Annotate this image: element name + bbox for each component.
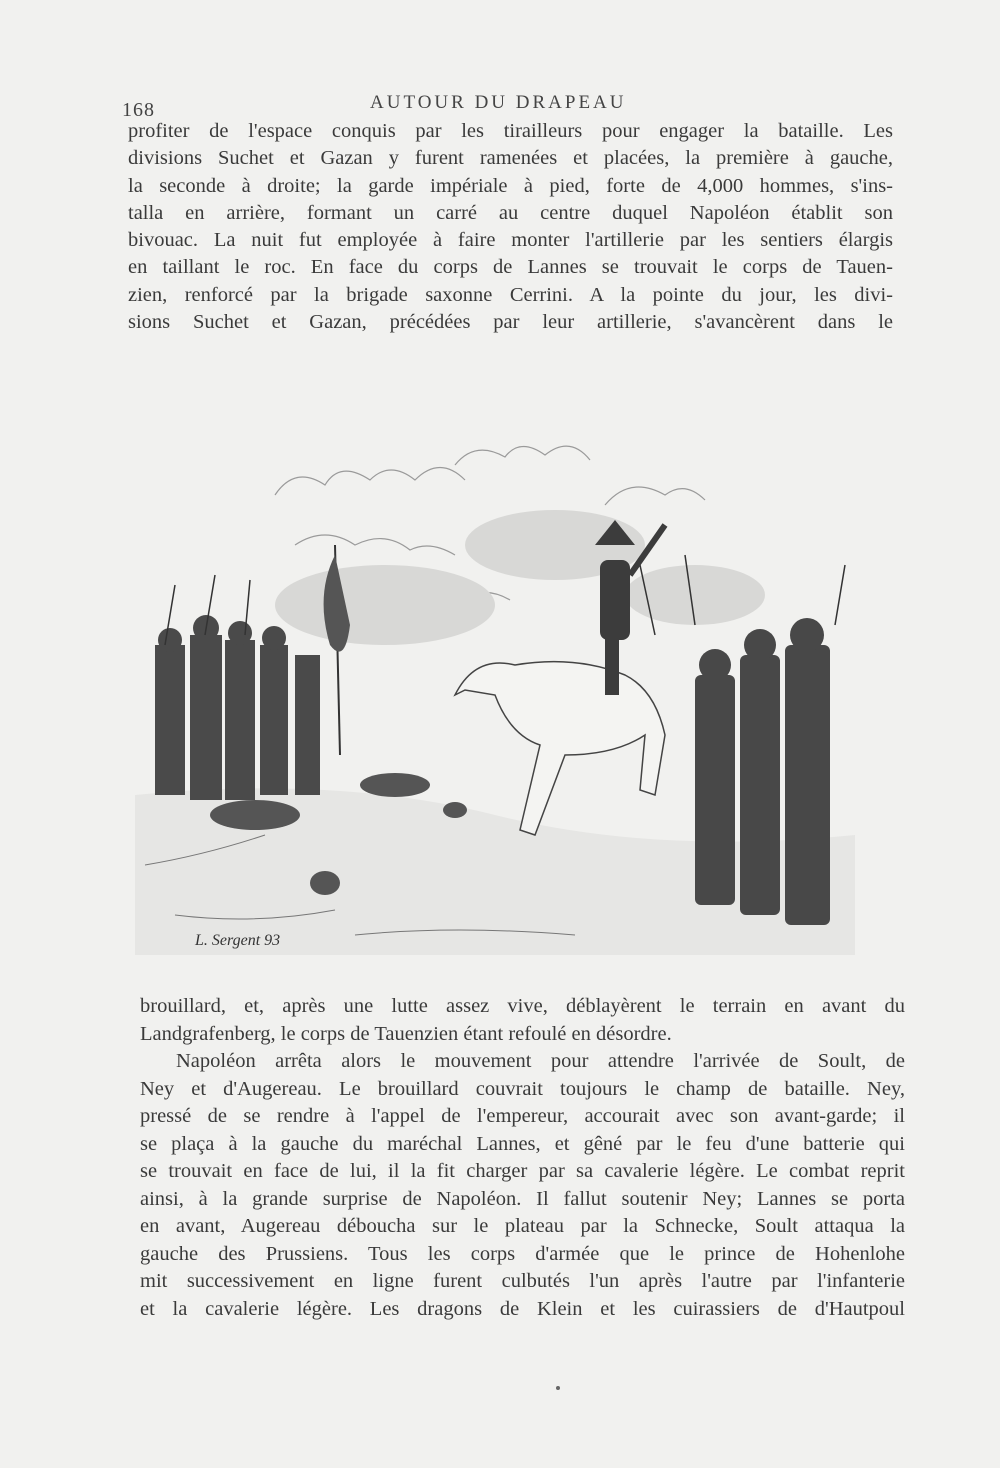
text-line: profiter de l'espace conquis par les tirailleurs pour engager la bataille. Les <box>128 120 893 142</box>
bottom-text <box>140 993 905 1323</box>
text-line: talla en arrière, formant un carré au centre duquel Napoléon établit son <box>128 201 893 224</box>
running-title: AUTOUR DU DRAPEAU <box>370 92 627 113</box>
ink-dot <box>556 1386 560 1390</box>
text-line: en avant, Augereau déboucha sur le plateau par la Schnecke, Soult attaqua la <box>140 1215 905 1237</box>
battle-illustration <box>135 395 855 985</box>
text-line: en taillant le roc. En face du corps de Lannes se trouvait le corps de Tauen- <box>128 256 893 279</box>
text-line: bivouac. La nuit fut employée à faire monter l'artillerie par les sentiers élargis <box>128 229 893 252</box>
text-line: sions Suchet et Gazan, précédées par leur artillerie, s'avancèrent dans le <box>128 311 893 334</box>
text-line: mit successivement en ligne furent culbutés l'un après l'autre par l'infanterie <box>140 1270 905 1292</box>
text-line: se trouvait en face de lui, il la fit charger par sa cavalerie légère. Le combat reprit <box>140 1160 905 1182</box>
text-line: se plaça à la gauche du maréchal Lannes, et gêné par le feu d'une batterie qui <box>140 1132 905 1155</box>
text-line: zien, renforcé par la brigade saxonne Cerrini. A la pointe du jour, les divi- <box>128 283 893 306</box>
illustration-signature: L. Sergent 93 <box>195 932 281 949</box>
page-number: 168 <box>122 99 155 121</box>
text-line: la seconde à droite; la garde impériale à pied, forte de 4,000 hommes, s'ins- <box>128 174 893 197</box>
text-line: et la cavalerie légère. Les dragons de Klein et les cuirassiers de d'Hautpoul <box>140 1297 905 1320</box>
text-line: gauche des Prussiens. Tous les corps d'armée que le prince de Hohenlohe <box>140 1242 905 1265</box>
text-line: divisions Suchet et Gazan y furent ramenées et placées, la première à gauche, <box>128 147 893 170</box>
text-line: brouillard, et, après une lutte assez vive, déblayèrent le terrain en avant du <box>140 995 905 1017</box>
text-line: Napoléon arrêta alors le mouvement pour attendre l'arrivée de Soult, de <box>176 1050 905 1072</box>
top-paragraph <box>128 118 893 336</box>
text-line: Landgrafenberg, le corps de Tauenzien étant refoulé en désordre. <box>140 1022 672 1045</box>
text-line: Ney et d'Augereau. Le brouillard couvrait toujours le champ de bataille. Ney, <box>140 1077 905 1100</box>
text-line: pressé de se rendre à l'appel de l'empereur, accourait avec son avant-garde; il <box>140 1105 905 1127</box>
text-line: ainsi, à la grande surprise de Napoléon. Il fallut soutenir Ney; Lannes se porta <box>140 1187 905 1210</box>
